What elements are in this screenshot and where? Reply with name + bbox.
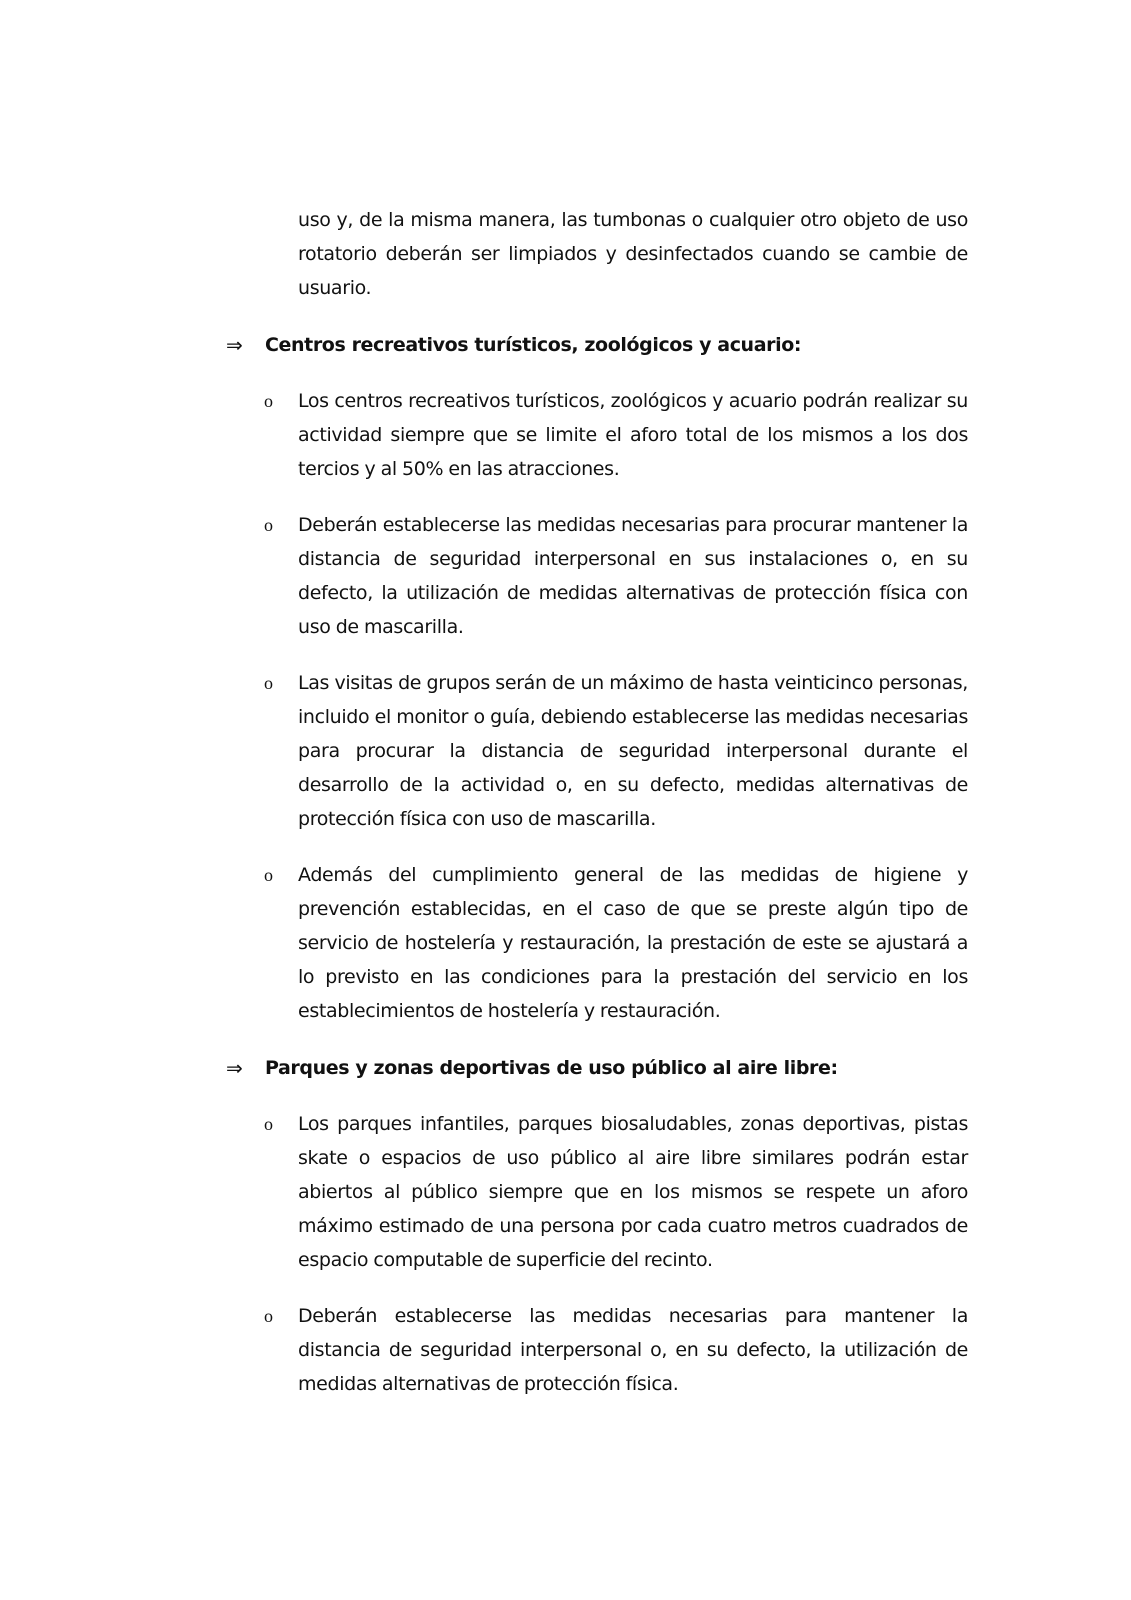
double-arrow-icon: ⇒ <box>226 1056 243 1080</box>
bullet-circle-icon: o <box>264 1114 273 1134</box>
list-item-text: Deberán establecerse las medidas necesarias para mantener la distancia de seguridad interpersonal o, en su defecto, la utilización de medidas alternativas de protección física. <box>298 1305 968 1395</box>
list-item <box>0 508 1131 644</box>
section-heading-text: Centros recreativos turísticos, zoológicos y acuario: <box>265 334 802 356</box>
list-item <box>0 1107 1131 1277</box>
double-arrow-icon: ⇒ <box>226 333 243 357</box>
intro-paragraph: uso y, de la misma manera, las tumbonas o cualquier otro objeto de uso rotatorio deberán ser limpiados y desinfectados cuando se cambie de usuario. <box>298 209 968 299</box>
list-item <box>0 1299 1131 1401</box>
list-item <box>0 858 1131 1028</box>
bullet-circle-icon: o <box>264 1306 273 1326</box>
section-heading-centros <box>0 328 1131 362</box>
page-content <box>0 203 1131 1401</box>
list-item <box>0 384 1131 486</box>
list-item-text: Además del cumplimiento general de las medidas de higiene y prevención establecidas, en el caso de que se preste algún tipo de servicio de hostelería y restauración, la prestación de este se ajustará a lo previsto en las condiciones para la prestación del servicio en los establecimientos de hostelería y restauración. <box>298 864 968 1022</box>
bullet-circle-icon: o <box>264 391 273 411</box>
section-heading-text: Parques y zonas deportivas de uso público al aire libre: <box>265 1057 838 1079</box>
bullet-circle-icon: o <box>264 865 273 885</box>
list-item-text: Las visitas de grupos serán de un máximo de hasta veinticinco personas, incluido el monitor o guía, debiendo establecerse las medidas necesarias para procurar la distancia de seguridad interpersonal durante el desarrollo de la actividad o, en su defecto, medidas alternativas de protección física con uso de mascarilla. <box>298 672 968 830</box>
section-heading-parques <box>0 1051 1131 1085</box>
list-item <box>0 666 1131 836</box>
list-item-text: Los parques infantiles, parques biosaludables, zonas deportivas, pistas skate o espacios de uso público al aire libre similares podrán estar abiertos al público siempre que en los mismos se respete un aforo máximo estimado de una persona por cada cuatro metros cuadrados de espacio computable de superficie del recinto. <box>298 1113 968 1271</box>
bullet-circle-icon: o <box>264 515 273 535</box>
list-item-text: Los centros recreativos turísticos, zoológicos y acuario podrán realizar su actividad siempre que se limite el aforo total de los mismos a los dos tercios y al 50% en las atracciones. <box>298 390 968 480</box>
list-item-text: Deberán establecerse las medidas necesarias para procurar mantener la distancia de seguridad interpersonal en sus instalaciones o, en su defecto, la utilización de medidas alternativas de protección física con uso de mascarilla. <box>298 514 968 638</box>
bullet-circle-icon: o <box>264 673 273 693</box>
